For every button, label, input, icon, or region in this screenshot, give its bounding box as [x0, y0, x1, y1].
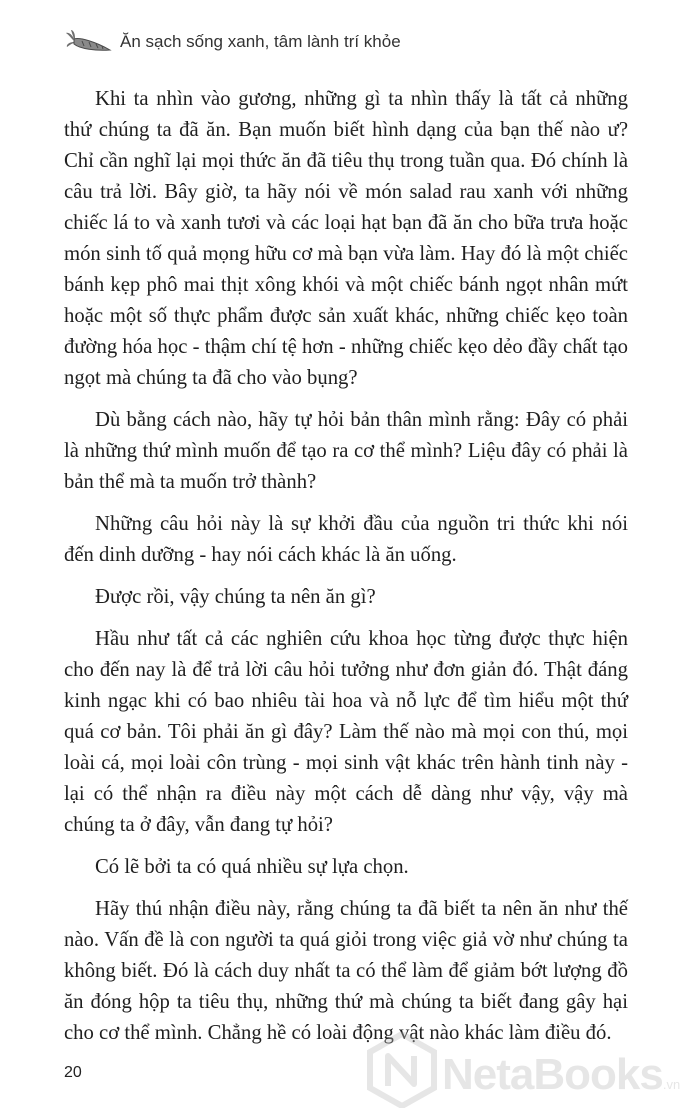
paragraph: Được rồi, vậy chúng ta nên ăn gì? — [95, 586, 376, 608]
paragraph: Khi ta nhìn vào gương, những gì ta nhìn thấy là tất cả những thứ chúng ta đã ăn. Bạn muốn biết hình dạng của bạn thế nào ư? Chỉ cần nghĩ lại mọi thức ăn đã tiêu thụ trong tuần qua. Đó chính là câu trả lời. Bây giờ, ta hãy nói về món salad rau xanh với những chiếc lá to và xanh tươi và các loại hạt bạn đã ăn cho bữa trưa hoặc món sinh tố quả mọng hữu cơ mà bạn vừa làm. Hay đó là một chiếc bánh kẹp phô mai thịt xông khói và một chiếc bánh ngọt nhân mứt hoặc một số thực phẩm được sản xuất khác, những chiếc kẹo toàn đường hóa học - thậm chí tệ hơn - những chiếc kẹo dẻo đầy chất tạo ngọt mà chúng ta đã cho vào bụng? — [64, 88, 628, 389]
paragraph: Dù bằng cách nào, hãy tự hỏi bản thân mình rằng: Đây có phải là những thứ mình muốn để tạo ra cơ thể mình? Liệu đây có phải là bản thể mà ta muốn trở thành? — [64, 409, 628, 493]
body-text — [64, 84, 628, 1060]
watermark-text — [442, 1050, 680, 1100]
netabooks-logo-icon — [366, 1032, 438, 1108]
watermark-brand: NetaBooks — [442, 1050, 663, 1099]
paragraph: Những câu hỏi này là sự khởi đầu của nguồn tri thức khi nói đến dinh dưỡng - hay nói cách khác là ăn uống. — [64, 513, 628, 566]
running-header — [66, 30, 646, 62]
watermark — [366, 1030, 696, 1110]
paragraph: Hầu như tất cả các nghiên cứu khoa học từng được thực hiện cho đến nay là để trả lời câu hỏi tưởng như đơn giản đó. Thật đáng kinh ngạc khi có bao nhiêu tài hoa và nỗ lực để tìm hiểu một thứ quá cơ bản. Tôi phải ăn gì đây? Làm thế nào mà mọi con thú, mọi loài cá, mọi loài côn trùng - mọi sinh vật khác trên hành tinh này - lại có thể nhận ra điều này một cách dễ dàng như vậy, vậy mà chúng ta ở đây, vẫn đang tự hỏi? — [64, 628, 628, 836]
watermark-tld: .vn — [662, 1077, 681, 1092]
page-number: 20 — [64, 1064, 82, 1081]
running-title: Ăn sạch sống xanh, tâm lành trí khỏe — [120, 32, 401, 51]
paragraph: Hãy thú nhận điều này, rằng chúng ta đã biết ta nên ăn như thế nào. Vấn đề là con người ta quá giỏi trong việc giả vờ như chúng ta không biết. Đó là cách duy nhất ta có thể làm để giảm bớt lượng đồ ăn đóng hộp ta tiêu thụ, những thứ mà chúng ta biết đang gây hại cho cơ thể mình. Chẳng hề có loài động vật nào khác làm điều đó. — [64, 898, 628, 1044]
paragraph: Có lẽ bởi ta có quá nhiều sự lựa chọn. — [95, 856, 409, 878]
carrot-icon — [66, 30, 112, 56]
